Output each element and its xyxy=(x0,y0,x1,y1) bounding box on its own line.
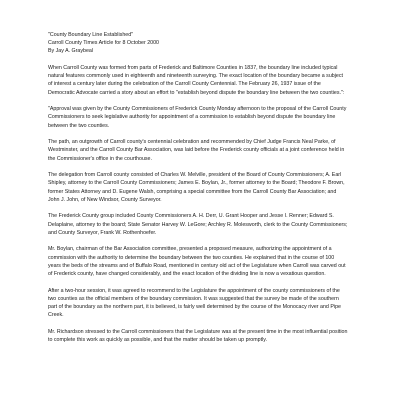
paragraph-8: Mr. Richardson stressed to the Carroll commissioners that the Legislature was at the present time in the most influential position to complete this work as quickly as possible, and that the matter should be taken up promptly. xyxy=(48,328,348,344)
paragraph-7: After a two-hour session, it was agreed to recommend to the Legislature the appointment of the county commissioners of the two counties as the official members of the boundary commission. It was suggested that the survey be made of the southern part of the boundary as the northern part, it is believed, is fairly well determined by the course of the Monocacy river and Pipe Creek. xyxy=(48,287,341,319)
article-byline: By Jay A. Graybeal xyxy=(48,48,94,55)
paragraph-1: When Carroll County was formed from parts of Frederick and Baltimore Counties in 1837, the boundary line included typical natural features commonly used in eighteenth and nineteenth surveying. The exact location of the boundary became a subject of interest a century later during the celebration of the Carroll County Centennial. The February 26, 1937 issue of the Democratic Advocate carried a story about an effort to "establish beyond dispute the boundary line between the two counties.": xyxy=(48,65,345,96)
paragraph-2: "Approval was given by the County Commissioners of Frederick County Monday afternoon to the proposal of the Carroll County Commissioners to seek legislative authority for appointment of a commission to establish beyond dispute the boundary line between the two counties. xyxy=(48,106,347,129)
paragraph-6: Mr. Boylan, chairman of the Bar Association committee, presented a proposed measure, authorizing the appointment of a commission with the authority to determine the boundary between the two counties. He explained that in the course of 100 years the beds of the streams and of Buffalo Road, mentioned in century old act of the Legislature when Carroll was carved out of Frederick county, have changed considerably, and the exact location of the dividing line is now a vexatious question. xyxy=(48,246,346,278)
article-source: Carroll County Times Article for 8 October 2000 xyxy=(48,40,159,47)
paragraph-4: The delegation from Carroll county consisted of Charles W. Melville, president of the Board of County Commissioners; A. Earl Shipley, attorney to the Carroll County Commissioners; James E. Boylan, Jr., former attorney to the Board; Theodore F. Brown, former States Attorney and D. Eugene Walsh, comprising a special committee from the Carroll County Bar Association; and John J. John, of New Windsor, County Surveyor. xyxy=(48,172,345,203)
paragraph-3: The path, an outgrowth of Carroll county's centennial celebration and recommended by Chief Judge Francis Neal Parke, of Westminster, and the Carroll County Bar Association, was laid before the Frederick county officials at a joint conference held in the Commissioner's office in the courthouse. xyxy=(48,139,345,162)
paragraph-5: The Frederick County group included County Commissioners A. H. Derr, U. Grant Hooper and Jesse I. Renner; Edward S. Delaplaine, attorney to the board; State Senator Harvey W. LeGore; Archley R. Molesworth, clerk to the County Commissioners; and County Surveyor, Frank W. Rothenhoefer. xyxy=(48,213,348,236)
article-title: "County Boundary Line Established" xyxy=(48,32,134,38)
